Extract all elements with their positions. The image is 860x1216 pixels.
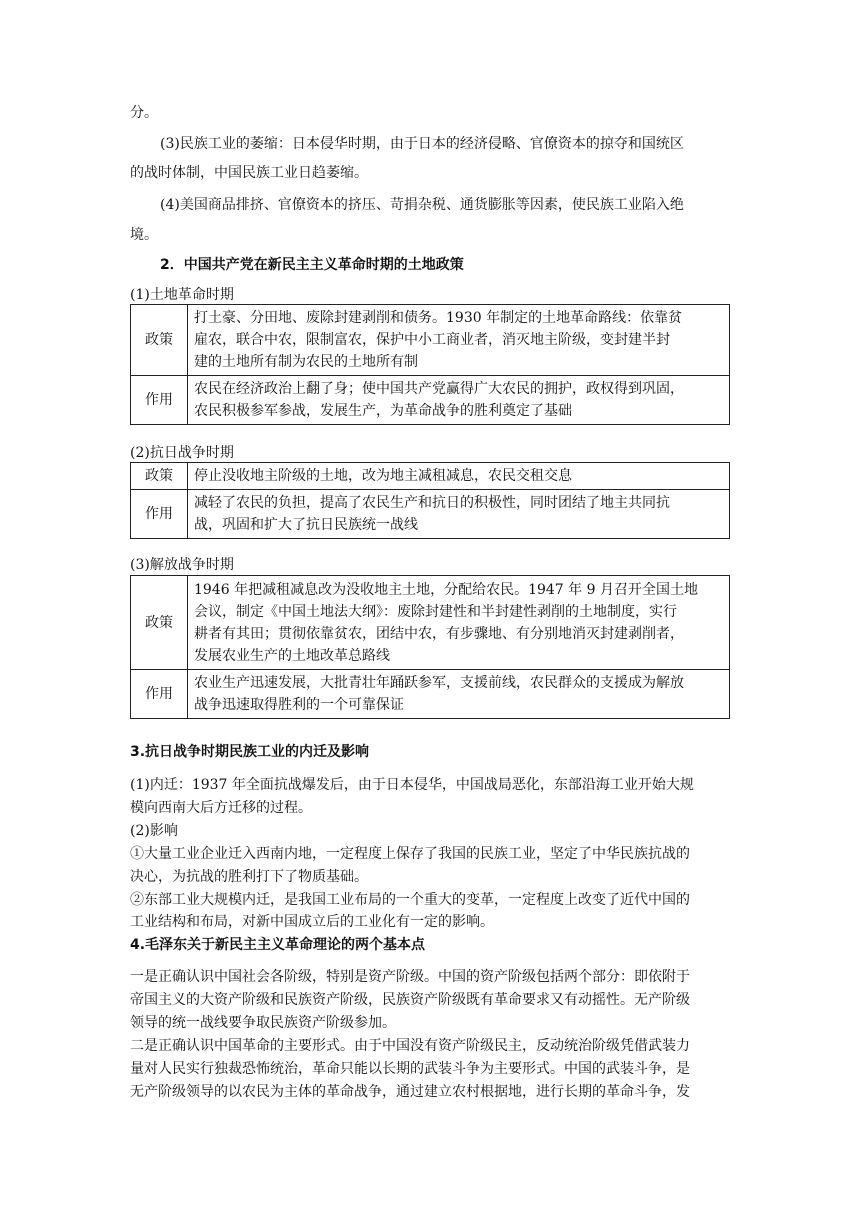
section-heading: 4.毛泽东关于新民主主义革命理论的两个基本点: [130, 937, 426, 953]
row-content: [188, 376, 730, 425]
body-line: (1)内迁：1937 年全面抗战爆发后，由于日本侵华，中国战局恶化，东部沿海工业开始大规: [130, 777, 694, 793]
cell-line: 农民积极参军参战，发展生产，为革命战争的胜利奠定了基础: [194, 403, 572, 419]
body-line: 量对人民实行独裁恐怖统治，革命只能以长期的武装斗争为主要形式。中国的武装斗争，是: [130, 1061, 690, 1077]
land-policy-table-2: [130, 462, 730, 539]
cell-line: 雇农，联合中农，限制富农，保护中小工商业者，消灭地主阶级，变封建半封: [194, 332, 670, 348]
table-row: [131, 576, 730, 670]
table-row: [131, 490, 730, 539]
cell-line: 战，巩固和扩大了抗日民族统一战线: [194, 517, 418, 533]
body-line: 工业结构和布局，对新中国成立后的工业化有一定的影响。: [130, 914, 494, 930]
cell-line: 停止没收地主阶级的土地，改为地主减租减息，农民交租交息: [194, 468, 572, 484]
cell-line: 农业生产迅速发展，大批青壮年踊跃参军，支援前线，农民群众的支援成为解放: [194, 675, 684, 691]
body-line: (2)影响: [130, 823, 178, 839]
row-label: 作用: [131, 670, 188, 719]
row-content: [188, 463, 730, 490]
table-row: [131, 670, 730, 719]
cell-line: 1946 年把减租减息改为没收地主土地，分配给农民。1947 年 9 月召开全国土地: [194, 581, 698, 598]
intro-line: (4)美国商品排挤、官僚资本的挤压、苛捐杂税、通货膨胀等因素，使民族工业陷入绝: [160, 197, 684, 213]
intro-line: (3)民族工业的萎缩：日本侵华时期，由于日本的经济侵略、官僚资本的掠夺和国统区: [160, 136, 684, 152]
body-line: ①大量工业企业迁入西南内地，一定程度上保存了我国的民族工业，坚定了中华民族抗战的: [130, 846, 690, 862]
row-label: 政策: [131, 576, 188, 670]
cell-line: 建的土地所有制为农民的土地所有制: [194, 354, 418, 370]
land-policy-table-1: [130, 304, 730, 425]
period-title: (1)土地革命时期: [130, 287, 234, 303]
row-content: [188, 670, 730, 719]
intro-line: 分。: [130, 105, 158, 121]
intro-line: 境。: [130, 227, 158, 243]
body-line: 领导的统一战线要争取民族资产阶级参加。: [130, 1015, 396, 1031]
body-line: 帝国主义的大资产阶级和民族资产阶级，民族资产阶级既有革命要求又有动摇性。无产阶级: [130, 992, 690, 1008]
cell-line: 打土豪、分田地、废除封建剥削和债务。1930 年制定的土地革命路线：依靠贫: [194, 310, 683, 326]
body-line: ②东部工业大规模内迁，是我国工业布局的一个重大的变革，一定程度上改变了近代中国的: [130, 892, 690, 908]
row-label: 作用: [131, 490, 188, 539]
cell-line: 战争迅速取得胜利的一个可靠保证: [194, 697, 404, 713]
row-label: 政策: [131, 463, 188, 490]
row-label: 作用: [131, 376, 188, 425]
section-heading: 3.抗日战争时期民族工业的内迁及影响: [130, 744, 370, 760]
cell-line: 农民在经济政治上翻了身；使中国共产党赢得广大农民的拥护，政权得到巩固，: [194, 381, 684, 397]
row-content: [188, 576, 730, 670]
intro-line: 的战时体制，中国民族工业日趋萎缩。: [130, 165, 368, 181]
cell-line: 耕者有其田；贯彻依靠贫农，团结中农，有步骤地、有分别地消灭封建剥削者，: [194, 625, 684, 642]
row-content: [188, 490, 730, 539]
period-title: (2)抗日战争时期: [130, 445, 234, 461]
cell-line: 会议，制定《中国土地法大纲》：废除封建性和半封建性剥削的土地制度，实行: [194, 603, 677, 620]
land-policy-table-3: [130, 575, 730, 719]
cell-line: 减轻了农民的负担，提高了农民生产和抗日的积极性，同时团结了地主共同抗: [194, 495, 670, 511]
table-row: [131, 376, 730, 425]
body-line: 决心，为抗战的胜利打下了物质基础。: [130, 869, 368, 885]
row-content: [188, 305, 730, 376]
period-title: (3)解放战争时期: [130, 557, 234, 573]
body-line: 一是正确认识中国社会各阶级，特别是资产阶级。中国的资产阶级包括两个部分：即依附于: [130, 969, 690, 985]
cell-line: 发展农业生产的土地改革总路线: [194, 647, 390, 664]
body-line: 模向西南大后方迁移的过程。: [130, 800, 312, 816]
row-label: 政策: [131, 305, 188, 376]
table-row: [131, 305, 730, 376]
body-line: 二是正确认识中国革命的主要形式。由于中国没有资产阶级民主，反动统治阶级凭借武装力: [130, 1038, 690, 1054]
body-line: 无产阶级领导的以农民为主体的革命战争，通过建立农村根据地，进行长期的革命斗争，发: [130, 1084, 690, 1100]
table-row: [131, 463, 730, 490]
section-heading: 2．中国共产党在新民主主义革命时期的土地政策: [160, 257, 464, 273]
